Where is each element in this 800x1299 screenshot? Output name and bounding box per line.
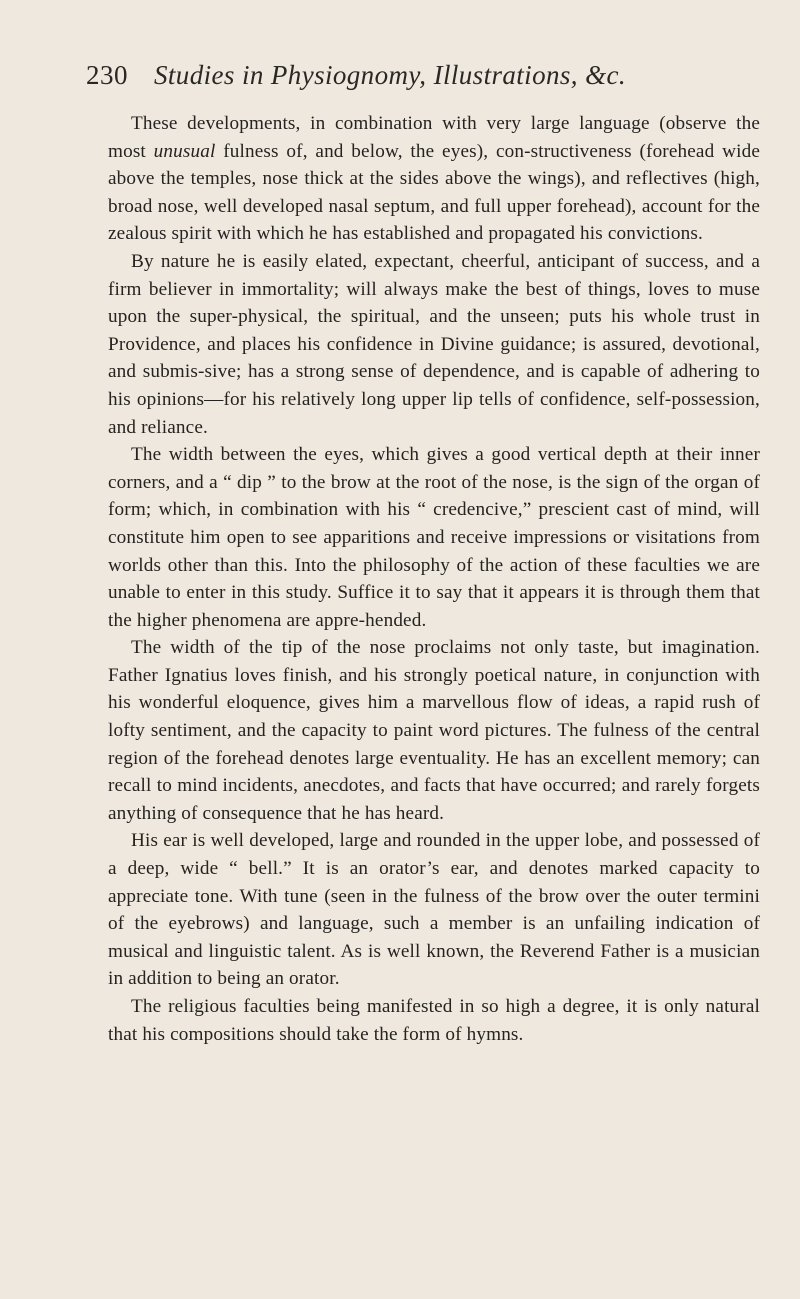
paragraph-5: His ear is well developed, large and rounded in the upper lobe, and possessed of a deep, wide “ bell.” It is an orator’s ear, and denotes marked capacity to appreciate tone. With tune (seen in the fulness of the brow over the outer termini of the eyebrows) and language, such a member is an unfailing indication of musical and linguistic talent. As is well known, the Reverend Father is a musician in addition to being an orator.: [108, 830, 760, 990]
body-text: [108, 110, 760, 1048]
running-title: Studies in Physiognomy, Illustrations, &c.: [154, 60, 627, 90]
paragraph-3: The width between the eyes, which gives a good vertical depth at their inner corners, and a “ dip ” to the brow at the root of the nose, is the sign of the organ of form; which, in combination with his “ credencive,” prescient cast of mind, will constitute him open to see apparitions and receive impressions or visitations from worlds other than this. Into the philosophy of the action of these faculties we are unable to enter in this study. Suffice it to say that it appears it is through them that the higher phenomena are appre-hended.: [108, 444, 760, 631]
page-header: [86, 60, 776, 91]
paragraph-2: By nature he is easily elated, expectant, cheerful, anticipant of success, and a firm believer in immortality; will always make the best of things, loves to muse upon the super-physical, the spiritual, and the unseen; puts his whole trust in Providence, and places his confidence in Divine guidance; is assured, devotional, and submis-sive; has a strong sense of dependence, and is capable of adhering to his opinions—for his relatively long upper lip tells of confidence, self-possession, and reliance.: [108, 250, 760, 438]
page-number: 230: [86, 60, 128, 90]
paragraph-1-after: fulness of, and below, the eyes), con-structiveness (forehead wide above the temples, nose thick at the sides above the wings), and reflectives (high, broad nose, well developed nasal septum, and full upper forehead), account for the zealous spirit with which he has established and propagated his convictions.: [108, 140, 760, 245]
paragraph-1-before: These developments, in combination with very large language (observe the most: [108, 113, 760, 162]
emphasis-unusual: unusual: [153, 140, 216, 162]
paragraph-6: The religious faculties being manifested in so high a degree, it is only natural that his compositions should take the form of hymns.: [108, 996, 760, 1045]
paragraph-4: The width of the tip of the nose proclaims not only taste, but imagination. Father Ignatius loves finish, and his strongly poetical nature, in conjunction with his wonderful eloquence, gives him a marvellous flow of ideas, a rapid rush of lofty sentiment, and the capacity to paint word pictures. The fulness of the central region of the forehead denotes large eventuality. He has an excellent memory; can recall to mind incidents, anecdotes, and facts that have occurred; and rarely forgets anything of consequence that he has heard.: [108, 637, 760, 824]
paragraph-1: [108, 110, 760, 248]
